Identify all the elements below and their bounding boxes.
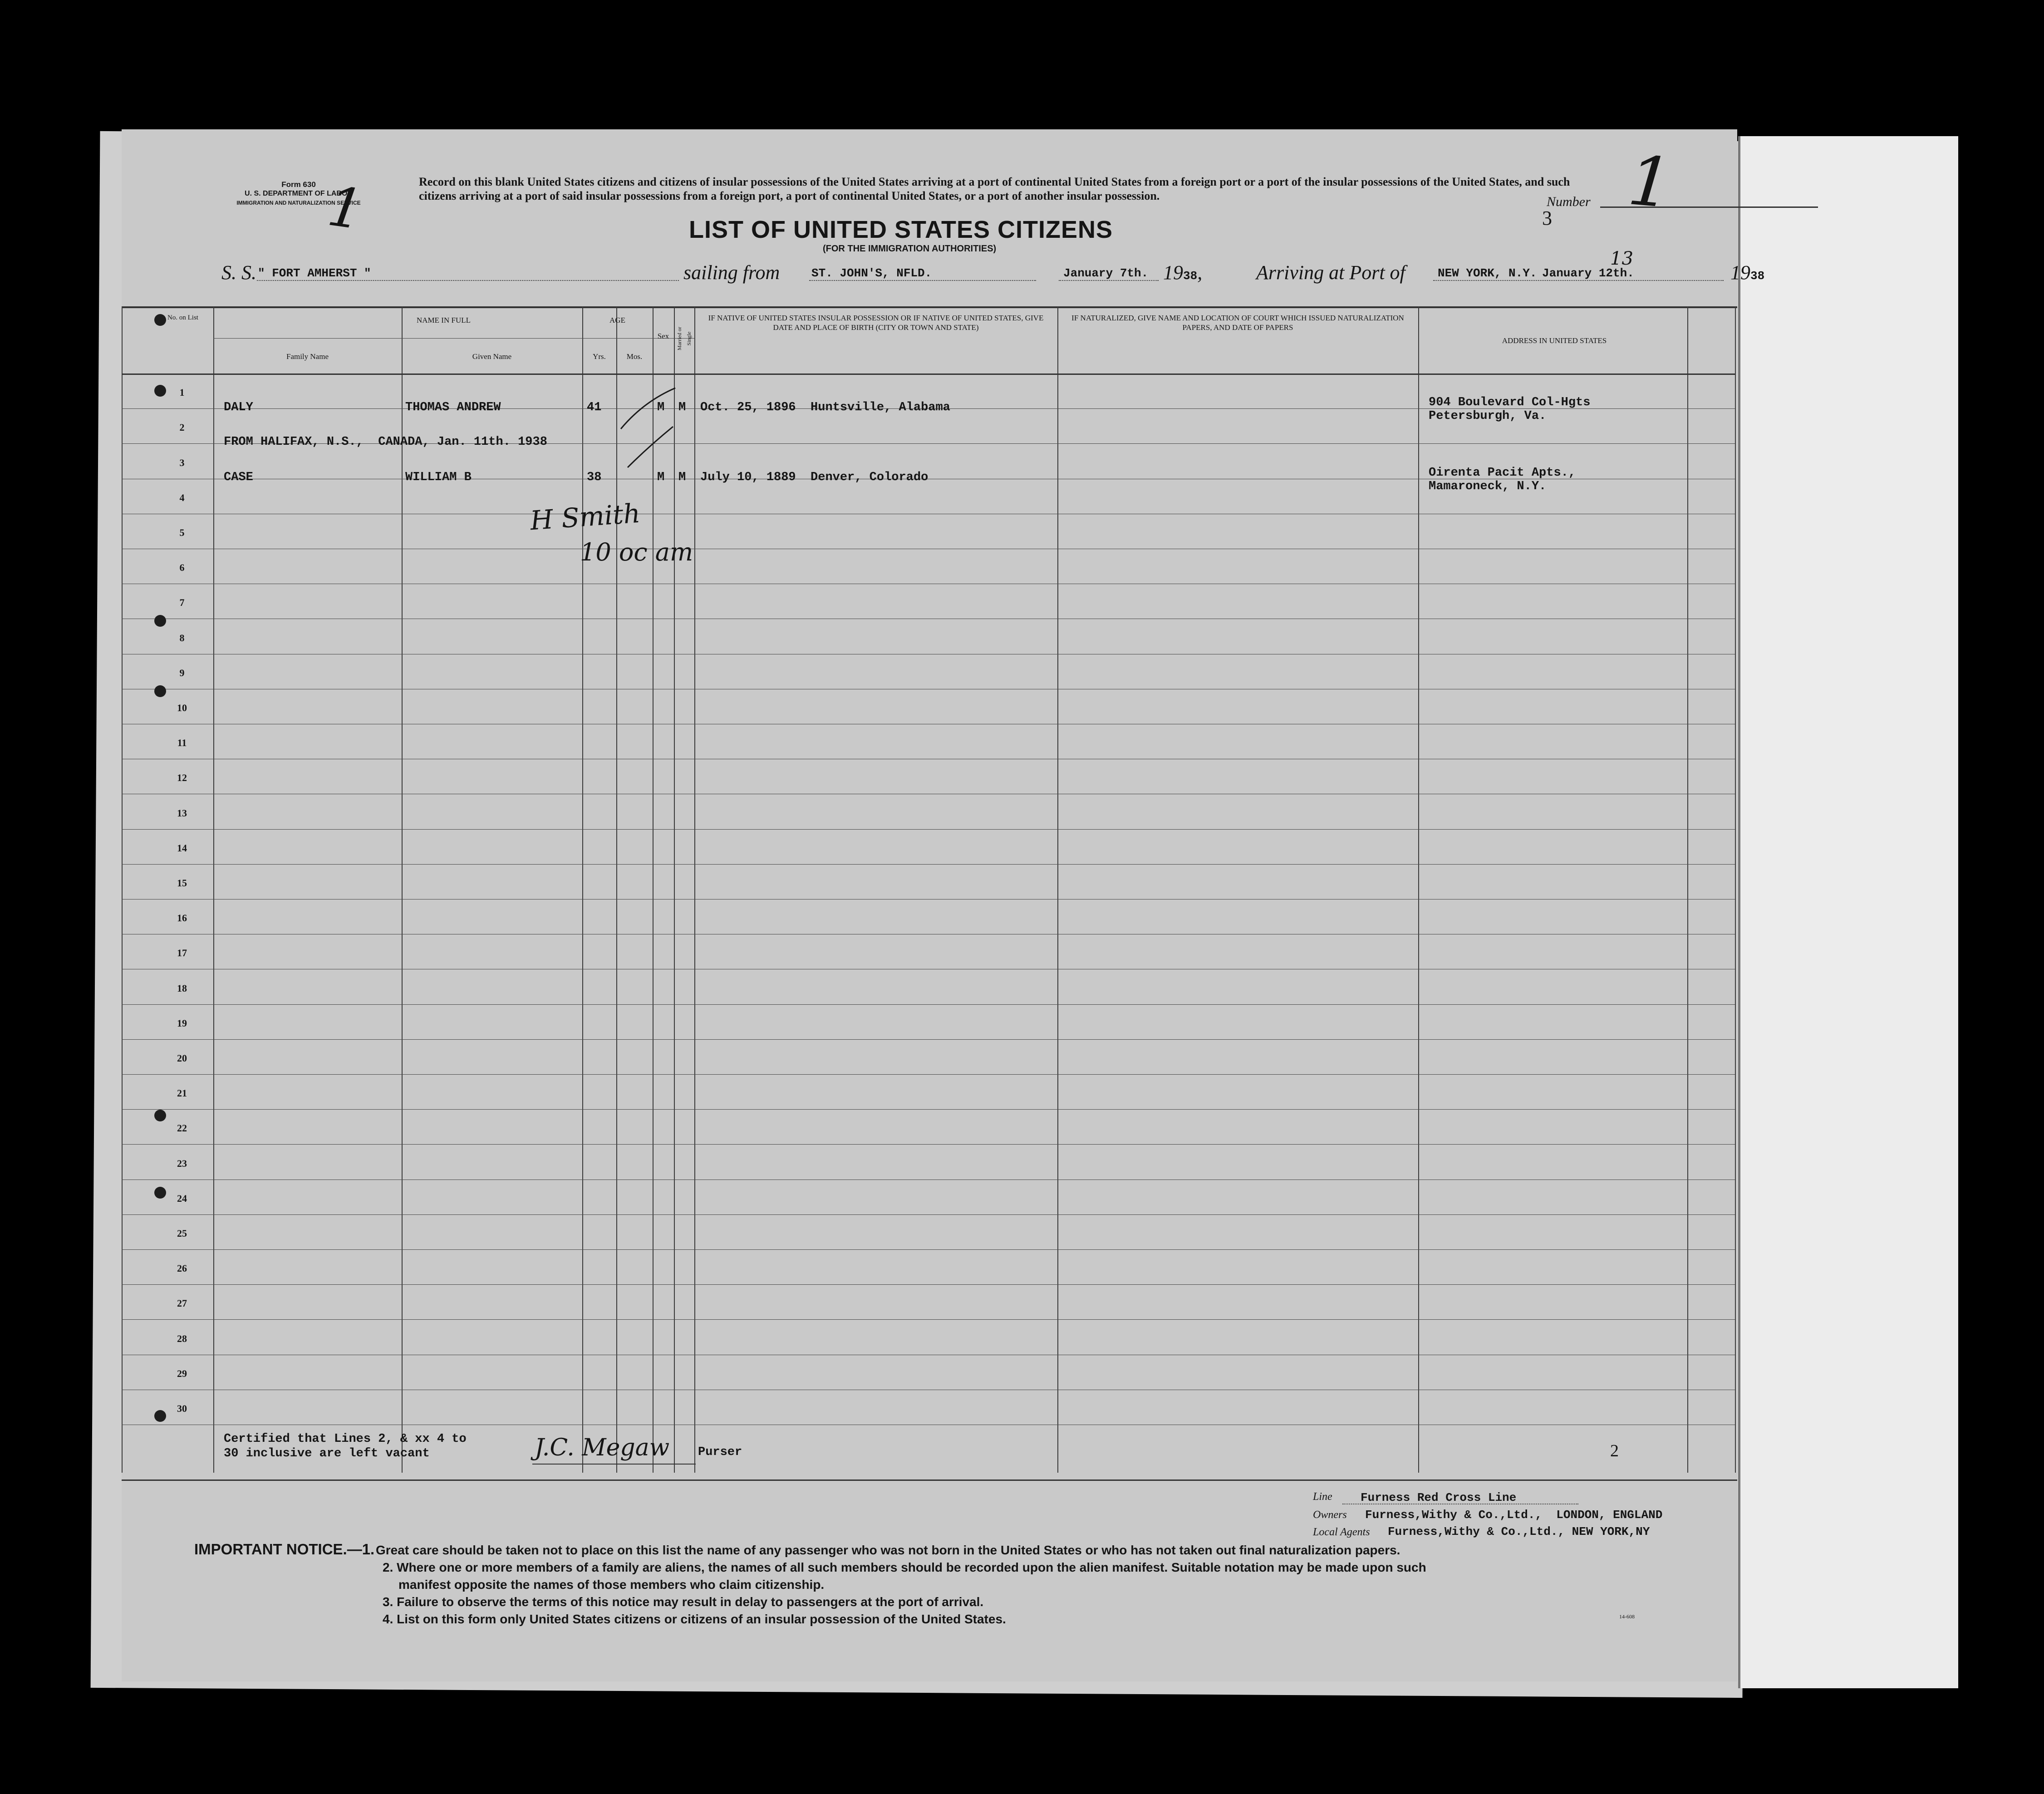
purser-title: Purser bbox=[698, 1445, 742, 1459]
binding-hole bbox=[154, 685, 166, 697]
col-header-name-in-full: NAME IN FULL bbox=[417, 316, 471, 324]
col-line bbox=[1687, 306, 1688, 1473]
row-rule bbox=[122, 1004, 1735, 1005]
row1-family-name: DALY bbox=[224, 401, 253, 414]
arrival-year-prefix bbox=[1730, 261, 1764, 284]
row-number: 29 bbox=[177, 1367, 187, 1379]
col-header-given-name: Given Name bbox=[472, 352, 512, 361]
form-info-block bbox=[162, 180, 435, 207]
row-rule bbox=[122, 1284, 1735, 1285]
row-number: 27 bbox=[177, 1298, 187, 1309]
notice-heading: IMPORTANT NOTICE.—1. bbox=[194, 1541, 375, 1558]
sailing-date-underline bbox=[1059, 280, 1159, 281]
notice-item-2: 2. Where one or more members of a family are aliens, the names of all such members should be recorded upon the alien manifest. Suitable notation may be made upon such bbox=[383, 1560, 1426, 1574]
form-code: 14-608 bbox=[1619, 1613, 1635, 1620]
row-number: 12 bbox=[177, 772, 187, 784]
col-line bbox=[1418, 306, 1419, 1473]
row1-given-name: THOMAS ANDREW bbox=[405, 401, 501, 414]
year-prefix: 19 bbox=[1163, 261, 1183, 284]
handwritten-annotation-name: H Smith bbox=[529, 497, 642, 536]
row-number: 20 bbox=[177, 1052, 187, 1064]
sailing-port-underline bbox=[809, 280, 1036, 281]
arrival-date-correction: 13 bbox=[1610, 248, 1633, 269]
notice-item-3: 3. Failure to observe the terms of this notice may result in delay to passengers at the port of arrival. bbox=[383, 1595, 984, 1609]
header-bottom-rule bbox=[122, 374, 1735, 375]
row-number: 23 bbox=[177, 1157, 187, 1169]
year-prefix-2: 19 bbox=[1730, 261, 1750, 284]
col-line bbox=[1057, 306, 1058, 1473]
row-number: 21 bbox=[177, 1087, 187, 1099]
row-number: 5 bbox=[179, 527, 185, 538]
form-number: Form 630 bbox=[281, 180, 316, 189]
row-rule bbox=[122, 1144, 1735, 1145]
col-header-birth: IF NATIVE OF UNITED STATES INSULAR POSSESSION OR IF NATIVE OF UNITED STATES, GIVE DATE AND PLACE OF BIRTH (CITY OR TOWN AND STATE) bbox=[708, 314, 1044, 332]
arrival-year: 38 bbox=[1750, 269, 1765, 283]
row-number: 17 bbox=[177, 947, 187, 959]
col-header-sex: Sex bbox=[657, 332, 669, 340]
agents-value: Furness,Withy & Co.,Ltd., NEW YORK,NY bbox=[1388, 1525, 1650, 1538]
row-number: 22 bbox=[177, 1122, 187, 1134]
row3-birth: July 10, 1889 Denver, Colorado bbox=[700, 471, 929, 484]
owners-value: Furness,Withy & Co.,Ltd., LONDON, ENGLAND bbox=[1365, 1508, 1663, 1522]
row-rule bbox=[122, 1039, 1735, 1040]
arrival-port: NEW YORK, N.Y. bbox=[1438, 266, 1537, 280]
row-number: 24 bbox=[177, 1192, 187, 1204]
row-rule bbox=[122, 1109, 1735, 1110]
certification-text: Certified that Lines 2, & xx 4 to 30 inclusive are left vacant bbox=[224, 1432, 467, 1460]
row3-marital: M bbox=[678, 471, 686, 484]
service-name: IMMIGRATION AND NATURALIZATION SERVICE bbox=[236, 200, 361, 206]
col-line bbox=[402, 306, 403, 1473]
binding-hole bbox=[154, 1410, 166, 1422]
sailing-year-prefix: 1938, bbox=[1163, 261, 1203, 284]
handwritten-sheet-number: 3 bbox=[1542, 207, 1552, 229]
manifest-page bbox=[122, 129, 1765, 1681]
row-number: 18 bbox=[177, 982, 187, 994]
row-rule bbox=[122, 1319, 1735, 1320]
row-number: 2 bbox=[179, 422, 185, 433]
row-number: 9 bbox=[179, 667, 185, 678]
row3-age-yrs: 38 bbox=[587, 471, 602, 484]
row3-address-line2: Mamaroneck, N.Y. bbox=[1429, 480, 1547, 493]
handwritten-left-mark: 1 bbox=[324, 175, 367, 242]
sailing-date: January 7th. bbox=[1063, 266, 1149, 280]
handwritten-number: 1 bbox=[1625, 141, 1675, 224]
row-rule bbox=[122, 864, 1735, 865]
col-header-no: No. on List bbox=[167, 314, 198, 321]
handwritten-annotation-time: 10 oc am bbox=[580, 538, 693, 566]
col-line bbox=[582, 306, 583, 1473]
owners-label: Owners bbox=[1313, 1509, 1347, 1521]
col-line bbox=[122, 306, 123, 1473]
sailing-year: 38 bbox=[1183, 269, 1198, 283]
arrival-date: January 12th. bbox=[1542, 266, 1634, 280]
row-number: 8 bbox=[179, 632, 185, 644]
row-number: 14 bbox=[177, 842, 187, 854]
row-number: 7 bbox=[179, 597, 185, 609]
sailing-port: ST. JOHN'S, NFLD. bbox=[811, 266, 932, 280]
handwritten-dash-marks bbox=[616, 374, 707, 511]
table-top-rule bbox=[122, 306, 1737, 308]
col-line bbox=[1735, 306, 1736, 1473]
row-number: 30 bbox=[177, 1403, 187, 1414]
ship-name-underline bbox=[257, 280, 679, 281]
purser-signature: J.C. Megaw bbox=[535, 1434, 670, 1461]
notice-item-2-cont: manifest opposite the names of those members who claim citizenship. bbox=[398, 1578, 825, 1592]
agents-label: Local Agents bbox=[1313, 1526, 1370, 1538]
table-bottom-rule bbox=[122, 1479, 1737, 1481]
back-sheet-edge bbox=[1738, 136, 1958, 1688]
col-header-age: AGE bbox=[609, 316, 625, 324]
binding-hole bbox=[154, 314, 166, 326]
col-header-married-single: Married or Single bbox=[676, 327, 692, 350]
row1-sex: M bbox=[657, 401, 665, 414]
row-number: 3 bbox=[179, 457, 185, 468]
row-number: 25 bbox=[177, 1228, 187, 1239]
row-number: 6 bbox=[179, 562, 185, 574]
row-number: 28 bbox=[177, 1332, 187, 1344]
department-name: U. S. DEPARTMENT OF LABOR bbox=[245, 190, 353, 197]
instruction-text: Record on this blank United States citizens and citizens of insular possessions of the United States arriving at a port of continental United States from a foreign port or a port of the insular possessions of the United States, and such citizens arriving at a port of said insular possessions from a foreign port, a port of continental United States, or a port of another insular possession. bbox=[419, 175, 1570, 202]
row1-birth: Oct. 25, 1896 Huntsville, Alabama bbox=[700, 401, 950, 414]
row-number: 13 bbox=[177, 807, 187, 819]
row-number: 1 bbox=[179, 387, 185, 398]
row-number: 16 bbox=[177, 912, 187, 924]
row-number: 4 bbox=[179, 492, 185, 503]
page-subtitle: (FOR THE IMMIGRATION AUTHORITIES) bbox=[823, 244, 997, 254]
arriving-label: Arriving at Port of bbox=[1256, 261, 1405, 284]
row1-address-line2: Petersburgh, Va. bbox=[1429, 409, 1547, 423]
row3-address-line1: Oirenta Pacit Apts., bbox=[1429, 466, 1576, 480]
ship-name: " FORT AMHERST " bbox=[258, 266, 371, 280]
page-mark: 2 bbox=[1610, 1441, 1619, 1460]
page-title: LIST OF UNITED STATES CITIZENS bbox=[689, 216, 1113, 243]
notice-item-4: 4. List on this form only United States citizens or citizens of an insular possession of the United States. bbox=[383, 1612, 1006, 1626]
line-value: Furness Red Cross Line bbox=[1361, 1491, 1517, 1504]
row-number: 19 bbox=[177, 1017, 187, 1029]
sailing-label: sailing from bbox=[683, 261, 780, 284]
signature-underline bbox=[532, 1464, 696, 1465]
row3-family-name: CASE bbox=[224, 471, 253, 484]
row-rule bbox=[122, 1249, 1735, 1250]
number-label: Number bbox=[1547, 194, 1591, 209]
row3-sex: M bbox=[657, 471, 665, 484]
col-header-family-name: Family Name bbox=[286, 352, 329, 361]
row-rule bbox=[122, 1074, 1735, 1075]
row2-departure-note: FROM HALIFAX, N.S., CANADA, Jan. 11th. 1938 bbox=[224, 435, 547, 449]
col-header-yrs: Yrs. bbox=[593, 352, 606, 361]
binding-hole bbox=[154, 385, 166, 397]
col-header-naturalized: IF NATURALIZED, GIVE NAME AND LOCATION OF COURT WHICH ISSUED NATURALIZATION PAPERS, AND DATE OF PAPERS bbox=[1071, 314, 1404, 332]
line-label: Line bbox=[1313, 1491, 1332, 1503]
row-number: 10 bbox=[177, 702, 187, 713]
binding-hole bbox=[154, 615, 166, 627]
row1-marital: M bbox=[678, 401, 686, 414]
row-number: 15 bbox=[177, 877, 187, 889]
binding-hole bbox=[154, 1187, 166, 1199]
binding-hole bbox=[154, 1110, 166, 1121]
row-rule bbox=[122, 1214, 1735, 1215]
row3-given-name: WILLIAM B bbox=[405, 471, 472, 484]
col-header-address: ADDRESS IN UNITED STATES bbox=[1502, 336, 1607, 345]
row-number: 11 bbox=[177, 737, 187, 749]
col-header-mos: Mos. bbox=[626, 352, 643, 361]
notice-item-1: Great care should be taken not to place on this list the name of any passenger who was not born in the United States or who has not taken out final naturalization papers. bbox=[376, 1543, 1400, 1557]
subheader-rule bbox=[213, 338, 694, 339]
ship-prefix: S. S. bbox=[221, 261, 256, 284]
row-rule bbox=[122, 829, 1735, 830]
arrival-underline bbox=[1433, 280, 1724, 281]
col-line bbox=[213, 306, 214, 1473]
row1-age-yrs: 41 bbox=[587, 401, 602, 414]
row1-address-line1: 904 Boulevard Col-Hgts bbox=[1429, 396, 1591, 409]
row-number: 26 bbox=[177, 1263, 187, 1274]
